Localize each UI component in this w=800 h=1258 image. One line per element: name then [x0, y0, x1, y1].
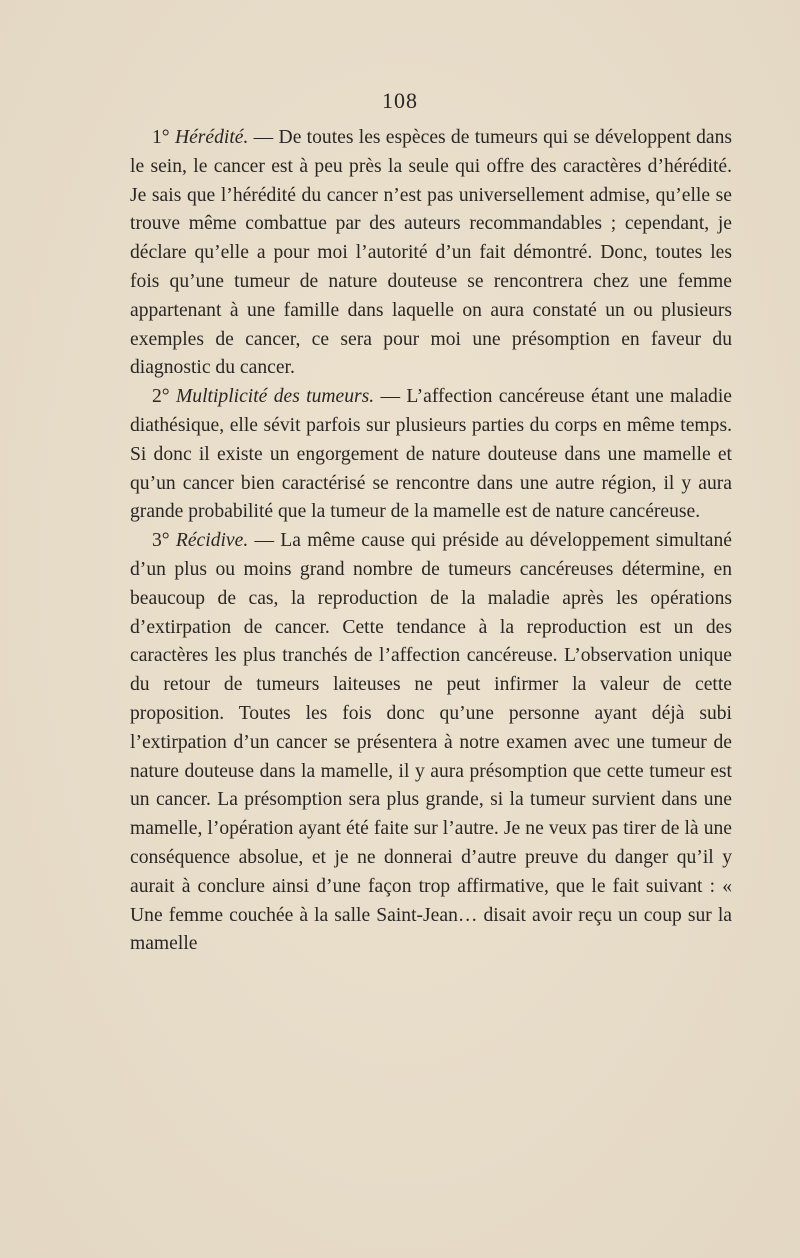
paragraph-number: 2° — [152, 386, 170, 408]
paragraph-multiplicite — [130, 383, 732, 527]
page-number: 108 — [382, 88, 418, 113]
paragraph-number: 1° — [152, 127, 170, 148]
paragraph-heading: Multiplicité des tumeurs. — [175, 386, 375, 408]
paragraph-body: — De toutes les espèces de tumeurs qui se développent dans le sein, le cancer est à peu près la seule qui offre des caractères d’hérédité. Je sais que l’hérédité du cancer n’est pas universellement admise, qu’elle se trouve même combattue par des auteurs recommandables ; cependant, je déclare qu’elle a pour moi l’autorité d’un fait démontré. Donc, toutes les fois qu’une tumeur de nature douteuse se rencontrera chez une femme appartenant à une famille dans laquelle on aura constaté un ou plusieurs exemples de cancer, ce sera pour moi une présomption en faveur du diagnostic du cancer. — [130, 127, 732, 379]
paragraph-body: — La même cause qui préside au développement simultané d’un plus ou moins grand nombre de tumeurs cancéreuses détermine, en beaucoup de cas, la reproduction de la maladie après les opérations d’extirpation de cancer. Cette tendance à la reproduction est un des caractères les plus tranchés de l’affection cancéreuse. L’observation unique du retour de tumeurs laiteuses ne peut infirmer la valeur de cette proposition. Toutes les fois donc qu’une personne ayant déjà subi l’extirpation d’un cancer se présentera à notre examen avec une tumeur de nature douteuse dans la mamelle, il y aura présomption que cette tumeur est un cancer. La présomption sera plus grande, si la tumeur survient dans une mamelle, l’opération ayant été faite sur l’autre. Je ne veux pas tirer de là une conséquence absolue, et je ne donnerai d’autre preuve du danger qu’il y aurait à conclure ainsi d’une façon trop affirmative, que le fait suivant : « Une femme couchée à la salle Saint-Jean… disait avoir reçu un coup sur la mamelle — [130, 530, 732, 955]
paragraph-heading: Hérédité. — [174, 127, 249, 148]
paragraph-heredite — [130, 124, 732, 383]
paragraph-body: — L’affection cancéreuse étant une maladie diathésique, elle sévit parfois sur plusieurs parties du corps en même temps. Si donc il existe un engorgement de nature douteuse dans une mamelle et qu’un cancer bien caractérisé se rencontre dans une autre région, il y aura grande probabilité que la tumeur de la mamelle est de nature cancéreuse. — [130, 386, 732, 523]
body-text — [130, 124, 732, 959]
paragraph-recidive — [130, 527, 732, 959]
paragraph-number: 3° — [152, 530, 170, 552]
paragraph-heading: Récidive. — [175, 530, 249, 552]
